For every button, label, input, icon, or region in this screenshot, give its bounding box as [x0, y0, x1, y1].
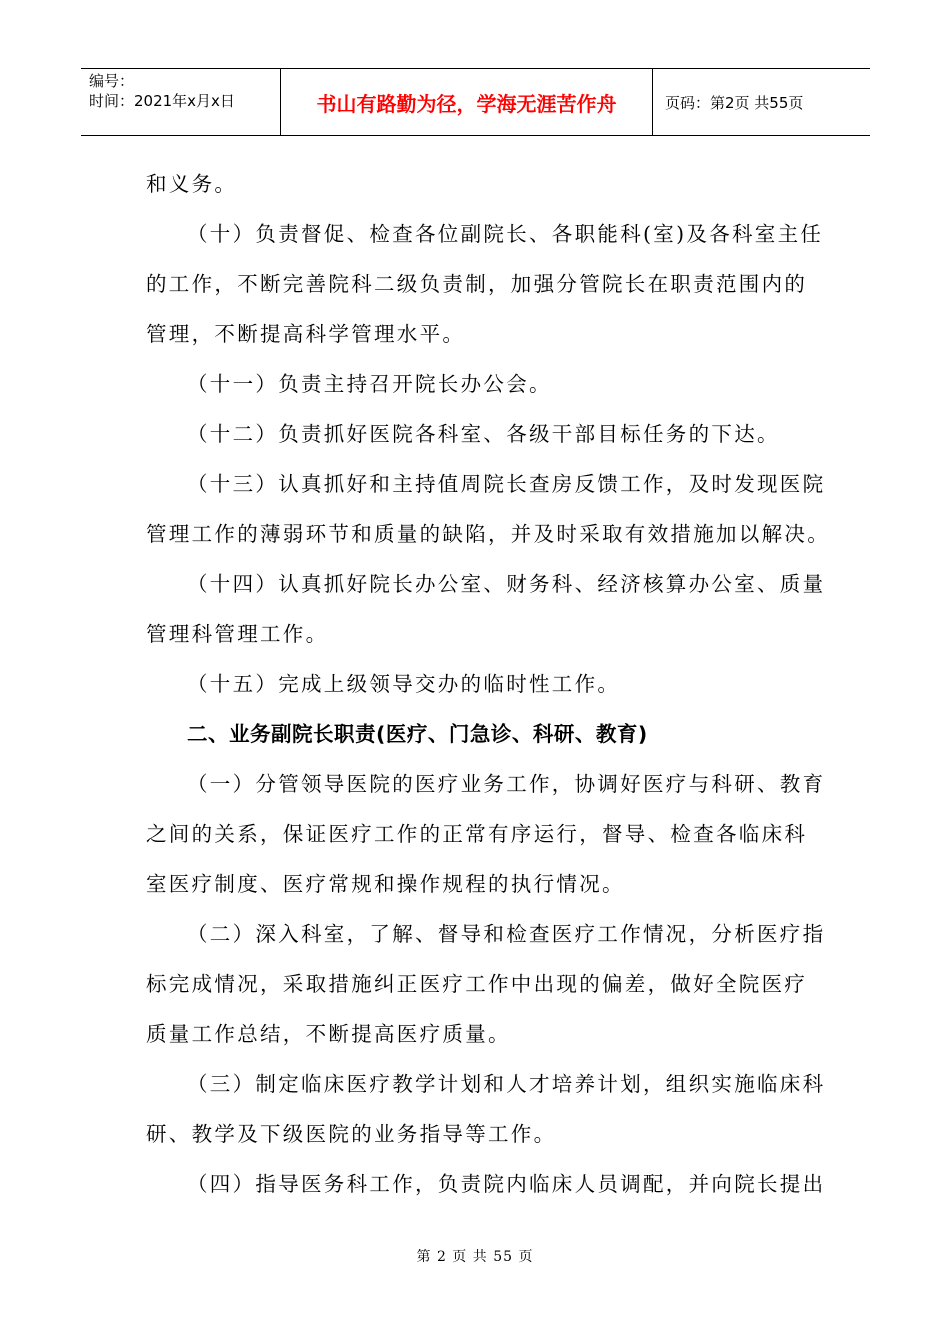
body-line: （十二）负责抓好医院各科室、各级干部目标任务的下达。: [187, 422, 780, 446]
body-line: 管理，不断提高科学管理水平。: [146, 322, 466, 346]
body-line: （十一）负责主持召开院长办公会。: [187, 372, 552, 396]
body-line: （十五）完成上级领导交办的临时性工作。: [187, 672, 621, 696]
body-line: 之间的关系，保证医疗工作的正常有序运行，督导、检查各临床科: [146, 822, 808, 846]
body-line: 质量工作总结，不断提高医疗质量。: [146, 1022, 511, 1046]
body-line: （十三）认真抓好和主持值周院长查房反馈工作，及时发现医院: [187, 472, 826, 496]
body-line: 和义务。: [146, 172, 238, 196]
body-line: 室医疗制度、医疗常规和操作规程的执行情况。: [146, 872, 625, 896]
body-line: （十）负责督促、检查各位副院长、各职能科(室)及各科室主任: [187, 222, 824, 246]
document-number-label: 编号：: [89, 72, 135, 90]
header-meta: [81, 69, 281, 135]
body-line: 管理工作的薄弱环节和质量的缺陷，并及时采取有效措施加以解决。: [146, 522, 830, 546]
body-line: 的工作，不断完善院科二级负责制，加强分管院长在职责范围内的: [146, 272, 808, 296]
page-footer: 第 2 页 共 55 页: [416, 1249, 534, 1265]
body-line: （二）深入科室，了解、督导和检查医疗工作情况，分析医疗指: [187, 922, 826, 946]
document-date: 时间：2021年x月x日: [89, 92, 235, 110]
body-line: 研、教学及下级医院的业务指导等工作。: [146, 1122, 557, 1146]
page-header: [81, 68, 870, 136]
section-heading: 二、业务副院长职责(医疗、门急诊、科研、教育): [187, 722, 648, 746]
body-line: （一）分管领导医院的医疗业务工作，协调好医疗与科研、教育: [187, 772, 826, 796]
body-line: 管理科管理工作。: [146, 622, 329, 646]
body-line: （四）指导医务科工作，负责院内临床人员调配，并向院长提出: [187, 1172, 826, 1196]
header-motto: 书山有路勤为径，学海无涯苦作舟: [281, 69, 653, 135]
body-line: （三）制定临床医疗教学计划和人才培养计划，组织实施临床科: [187, 1072, 826, 1096]
document-body: [146, 159, 830, 1209]
body-line: （十四）认真抓好院长办公室、财务科、经济核算办公室、质量: [187, 572, 826, 596]
body-line: 标完成情况，采取措施纠正医疗工作中出现的偏差，做好全院医疗: [146, 972, 808, 996]
header-page-info: 页码：第2页 共55页: [665, 93, 804, 112]
